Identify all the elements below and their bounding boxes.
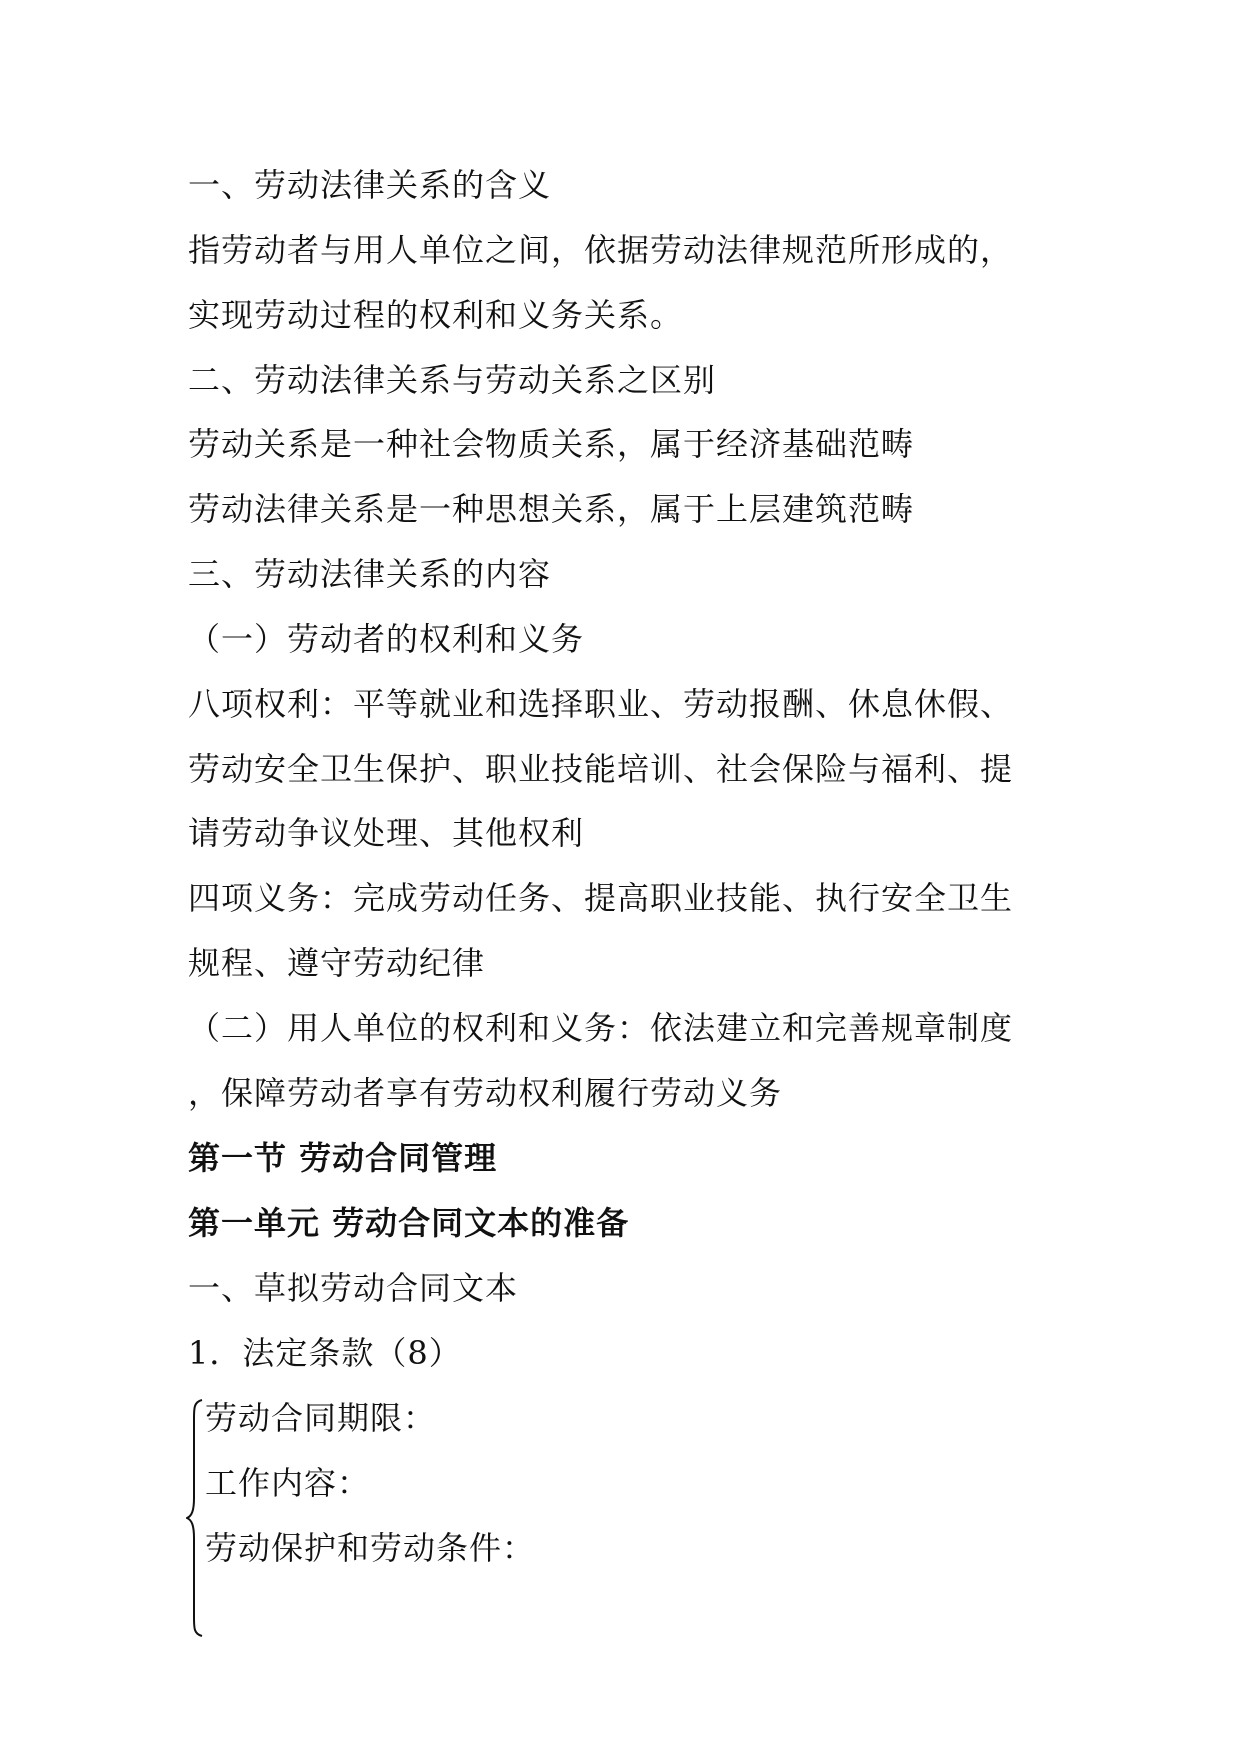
paragraph-line: ，保障劳动者享有劳动权利履行劳动义务 (188, 1074, 783, 1112)
paragraph-line: 规程、遵守劳动纪律 (188, 944, 486, 982)
paragraph-line: 劳动关系是一种社会物质关系，属于经济基础范畴 (188, 425, 915, 463)
subheading-2: （二）用人单位的权利和义务：依法建立和完善规章制度 (188, 1009, 1014, 1047)
brace-item: 劳动保护和劳动条件： (205, 1529, 536, 1567)
paragraph-line: 四项义务：完成劳动任务、提高职业技能、执行安全卫生 (188, 879, 1014, 917)
paragraph-line: 八项权利：平等就业和选择职业、劳动报酬、休息休假、 (188, 685, 1014, 723)
subheading-1: （一）劳动者的权利和义务 (188, 620, 585, 658)
heading-item-1: 一、草拟劳动合同文本 (188, 1269, 519, 1307)
paragraph-line: 请劳动争议处理、其他权利 (188, 814, 585, 852)
paragraph-line: 劳动安全卫生保护、职业技能培训、社会保险与福利、提 (188, 750, 1014, 788)
heading-section-3: 三、劳动法律关系的内容 (188, 555, 552, 593)
heading-section-2: 二、劳动法律关系与劳动关系之区别 (188, 361, 717, 399)
heading-section-1: 一、劳动法律关系的含义 (188, 166, 552, 204)
unit-title: 第一单元 劳动合同文本的准备 (188, 1204, 630, 1242)
brace-item: 劳动合同期限： (205, 1399, 437, 1437)
numbered-item: 1．法定条款（8） (188, 1334, 462, 1372)
brace-item: 工作内容： (205, 1464, 371, 1502)
section-title: 第一节 劳动合同管理 (188, 1139, 498, 1177)
paragraph-line: 指劳动者与用人单位之间，依据劳动法律规范所形成的， (188, 231, 1014, 269)
paragraph-line: 实现劳动过程的权利和义务关系。 (188, 296, 684, 334)
paragraph-line: 劳动法律关系是一种思想关系，属于上层建筑范畴 (188, 490, 915, 528)
